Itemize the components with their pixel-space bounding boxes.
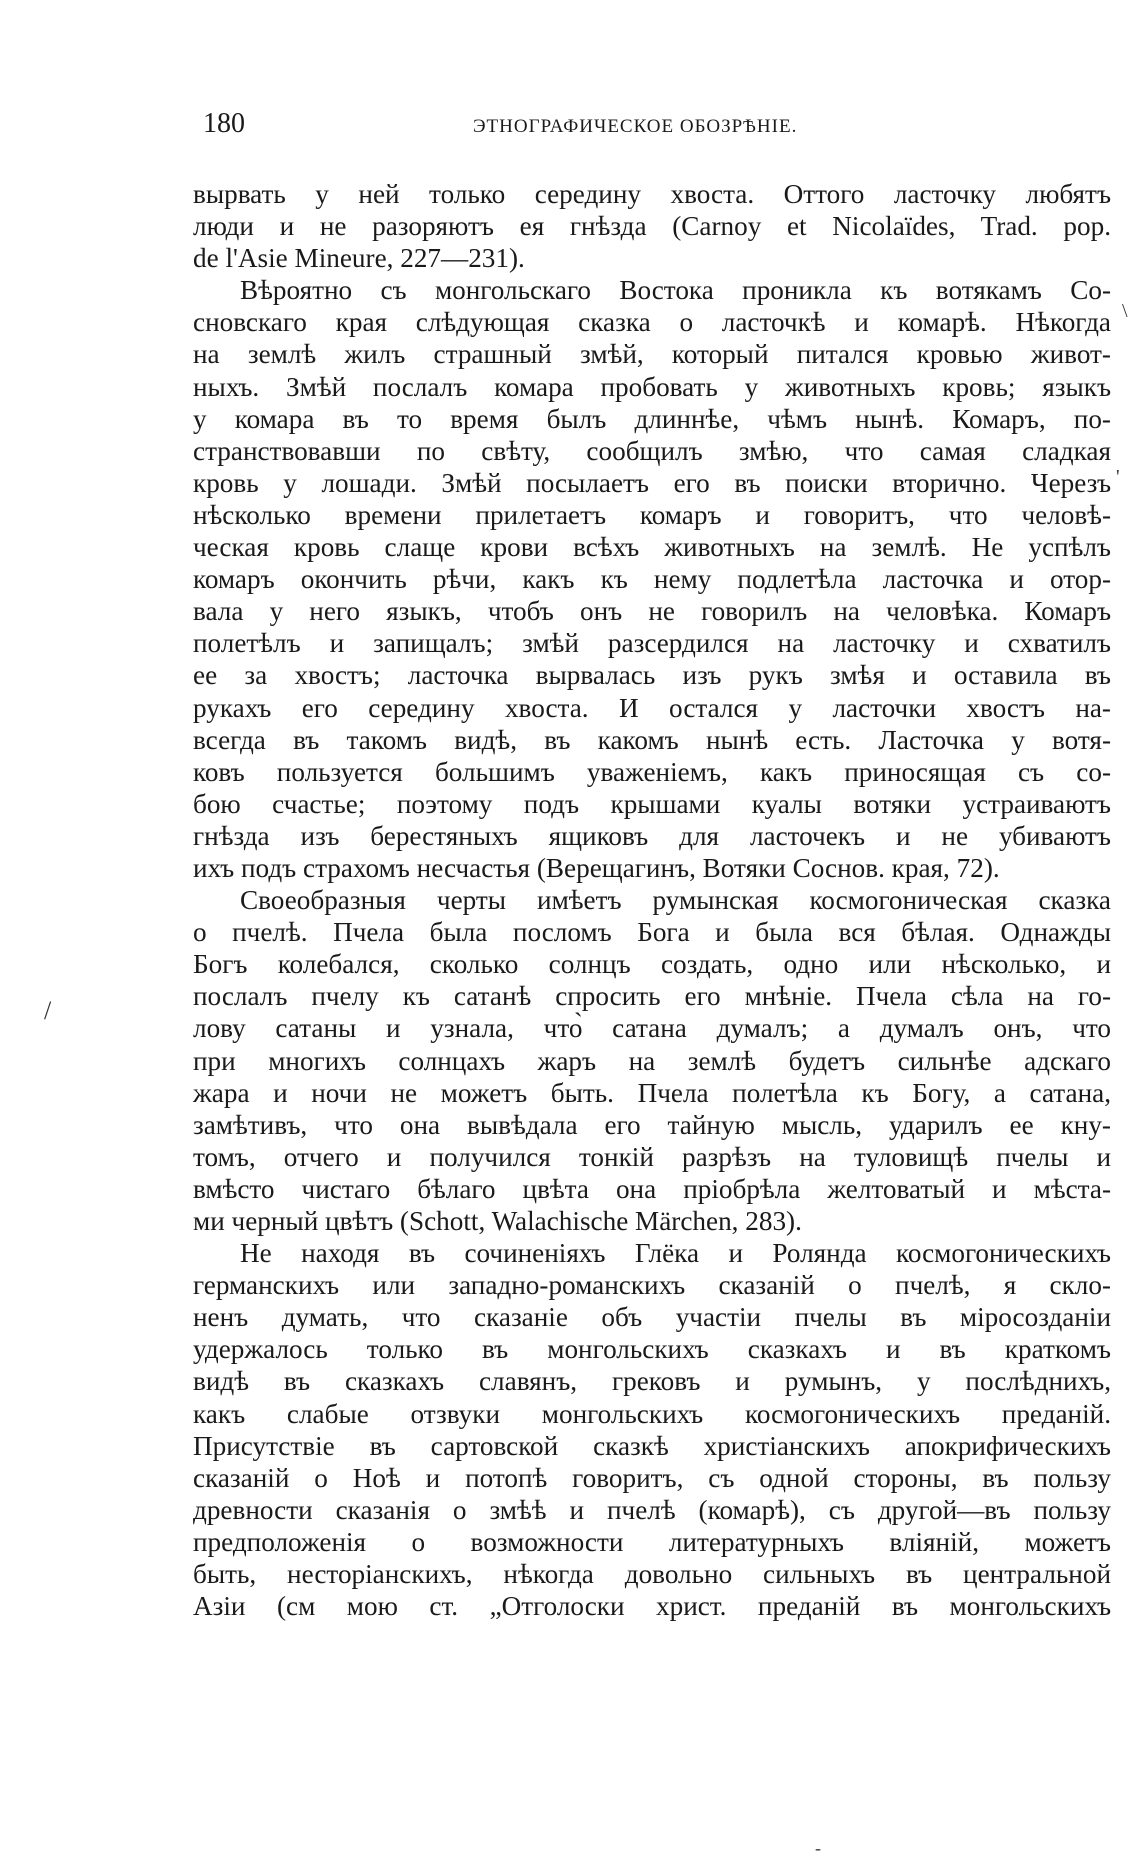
text-line: странствовавши по свѣту, сообщилъ змѣю, что самая сладкая [193,435,1111,466]
text-line: видѣ въ сказкахъ славянъ, грековъ и румынъ, у послѣднихъ, [193,1366,1111,1397]
text-line: послалъ пчелу къ сатанѣ спросить его мнѣніе. Пчела сѣла на го- [193,981,1111,1012]
text-line: рукахъ его середину хвоста. И остался у ласточки хвостъ на- [193,692,1111,723]
text-line: de l'Asie Mineure, 227—231). [193,243,525,274]
text-line: лову сатаны и узнала, что̀ сатана думалъ; а думалъ онъ, что [193,1013,1111,1044]
margin-mark: / [44,996,52,1025]
text-line: Вѣроятно съ монгольскаго Востока проникла къ вотякамъ Со- [240,275,1111,306]
text-line: томъ, отчего и получился тонкій разрѣзъ на туловищѣ пчелы и [193,1141,1111,1172]
text-line: кровь у лошади. Змѣй посылаетъ его въ поиски вторично. Черезъ [193,467,1111,498]
text-line: ческая кровь слаще крови всѣхъ животныхъ на землѣ. Не успѣлъ [193,532,1111,563]
text-line: сновскаго края слѣдующая сказка о ласточкѣ и комарѣ. Нѣкогда [193,307,1111,338]
text-line: нѣсколько времени прилетаетъ комаръ и говоритъ, что человѣ- [193,499,1111,530]
text-line: ее за хвостъ; ласточка вырвалась изъ рукъ змѣя и оставила въ [193,660,1111,691]
text-line: Богъ колебался, сколько солнцъ создать, одно или нѣсколько, и [193,949,1111,980]
text-line: на землѣ жилъ страшный змѣй, который питался кровью живот- [193,339,1111,370]
margin-mark: \ [1122,300,1128,322]
page-number: 180 [203,108,245,139]
text-line: при многихъ солнцахъ жаръ на землѣ будетъ сильнѣе адскаго [193,1045,1111,1076]
text-line: Азіи (см мою ст. „Отголоски христ. преданій въ монгольскихъ [193,1591,1111,1622]
text-line: ихъ подъ страхомъ несчастья (Верещагинъ, Вотяки Соснов. края, 72). [193,852,1000,883]
text-line: полетѣлъ и запищалъ; змѣй разсердился на ласточку и схватилъ [193,628,1111,659]
text-line: вырвать у ней только середину хвоста. Оттого ласточку любятъ [193,179,1111,209]
margin-mark: ' [1116,466,1120,488]
text-line: удержалось только въ монгольскихъ сказкахъ и въ краткомъ [193,1334,1111,1365]
body-text [193,178,1111,1622]
text-line: Своеобразныя черты имѣетъ румынская космогоническая сказка [240,885,1111,916]
text-line: гнѣзда изъ берестяныхъ ящиковъ для ласточекъ и не убиваютъ [193,820,1111,851]
text-line: ненъ думать, что сказаніе объ участіи пчелы въ міросозданіи [193,1302,1111,1333]
running-title: ЭТНОГРАФИЧЕСКОЕ ОБОЗРѢНІЕ. [473,116,798,137]
text-line: вмѣсто чистаго бѣлаго цвѣта она пріобрѣла желтоватый и мѣста- [193,1173,1111,1204]
text-line: сказаній о Ноѣ и потопѣ говоритъ, съ одной стороны, въ пользу [193,1462,1111,1493]
text-line: всегда въ такомъ видѣ, въ какомъ нынѣ есть. Ласточка у вотя- [193,724,1111,755]
text-line: ныхъ. Змѣй послалъ комара пробовать у животныхъ кровь; языкъ [193,371,1111,402]
text-line: ми черный цвѣтъ (Schott, Walachische Märchen, 283). [193,1206,802,1236]
text-line: какъ слабые отзвуки монгольскихъ космогоническихъ преданій. [193,1398,1111,1429]
text-line: Не находя въ сочиненіяхъ Глёка и Ролянда космогоническихъ [240,1238,1111,1269]
text-line: быть, несторіанскихъ, нѣкогда довольно сильныхъ въ центральной [193,1559,1111,1590]
margin-mark: - [815,1838,821,1858]
text-line: вала у него языкъ, чтобъ онъ не говорилъ на человѣка. Комаръ [193,596,1111,627]
text-line: комаръ окончить рѣчи, какъ къ нему подлетѣла ласточка и отор- [193,564,1111,595]
page-header [203,108,1111,148]
text-line: у комара въ то время былъ длиннѣе, чѣмъ нынѣ. Комаръ, по- [193,403,1111,434]
text-line: бою счастье; поэтому подъ крышами куалы вотяки устраиваютъ [193,788,1111,819]
text-line: Присутствіе въ сартовской сказкѣ христіанскихъ апокрифическихъ [193,1430,1111,1461]
text-line: замѣтивъ, что она вывѣдала его тайную мысль, ударилъ ее кну- [193,1109,1111,1140]
text-line: ковъ пользуется большимъ уваженіемъ, какъ приносящая съ со- [193,756,1111,787]
text-line: предположенія о возможности литературныхъ вліяній, можетъ [193,1526,1111,1557]
text-line: о пчелѣ. Пчела была посломъ Бога и была вся бѣлая. Однажды [193,917,1111,948]
text-line: люди и не разоряютъ ея гнѣзда (Carnoy et Nicolaïdes, Trad. pop. [193,211,1111,242]
text-line: германскихъ или западно-романскихъ сказаній о пчелѣ, я скло- [193,1270,1111,1301]
text-line: древности сказанія о змѣѣ и пчелѣ (комарѣ), съ другой—въ пользу [193,1494,1111,1525]
text-line: жара и ночи не можетъ быть. Пчела полетѣла къ Богу, а сатана, [193,1077,1111,1108]
